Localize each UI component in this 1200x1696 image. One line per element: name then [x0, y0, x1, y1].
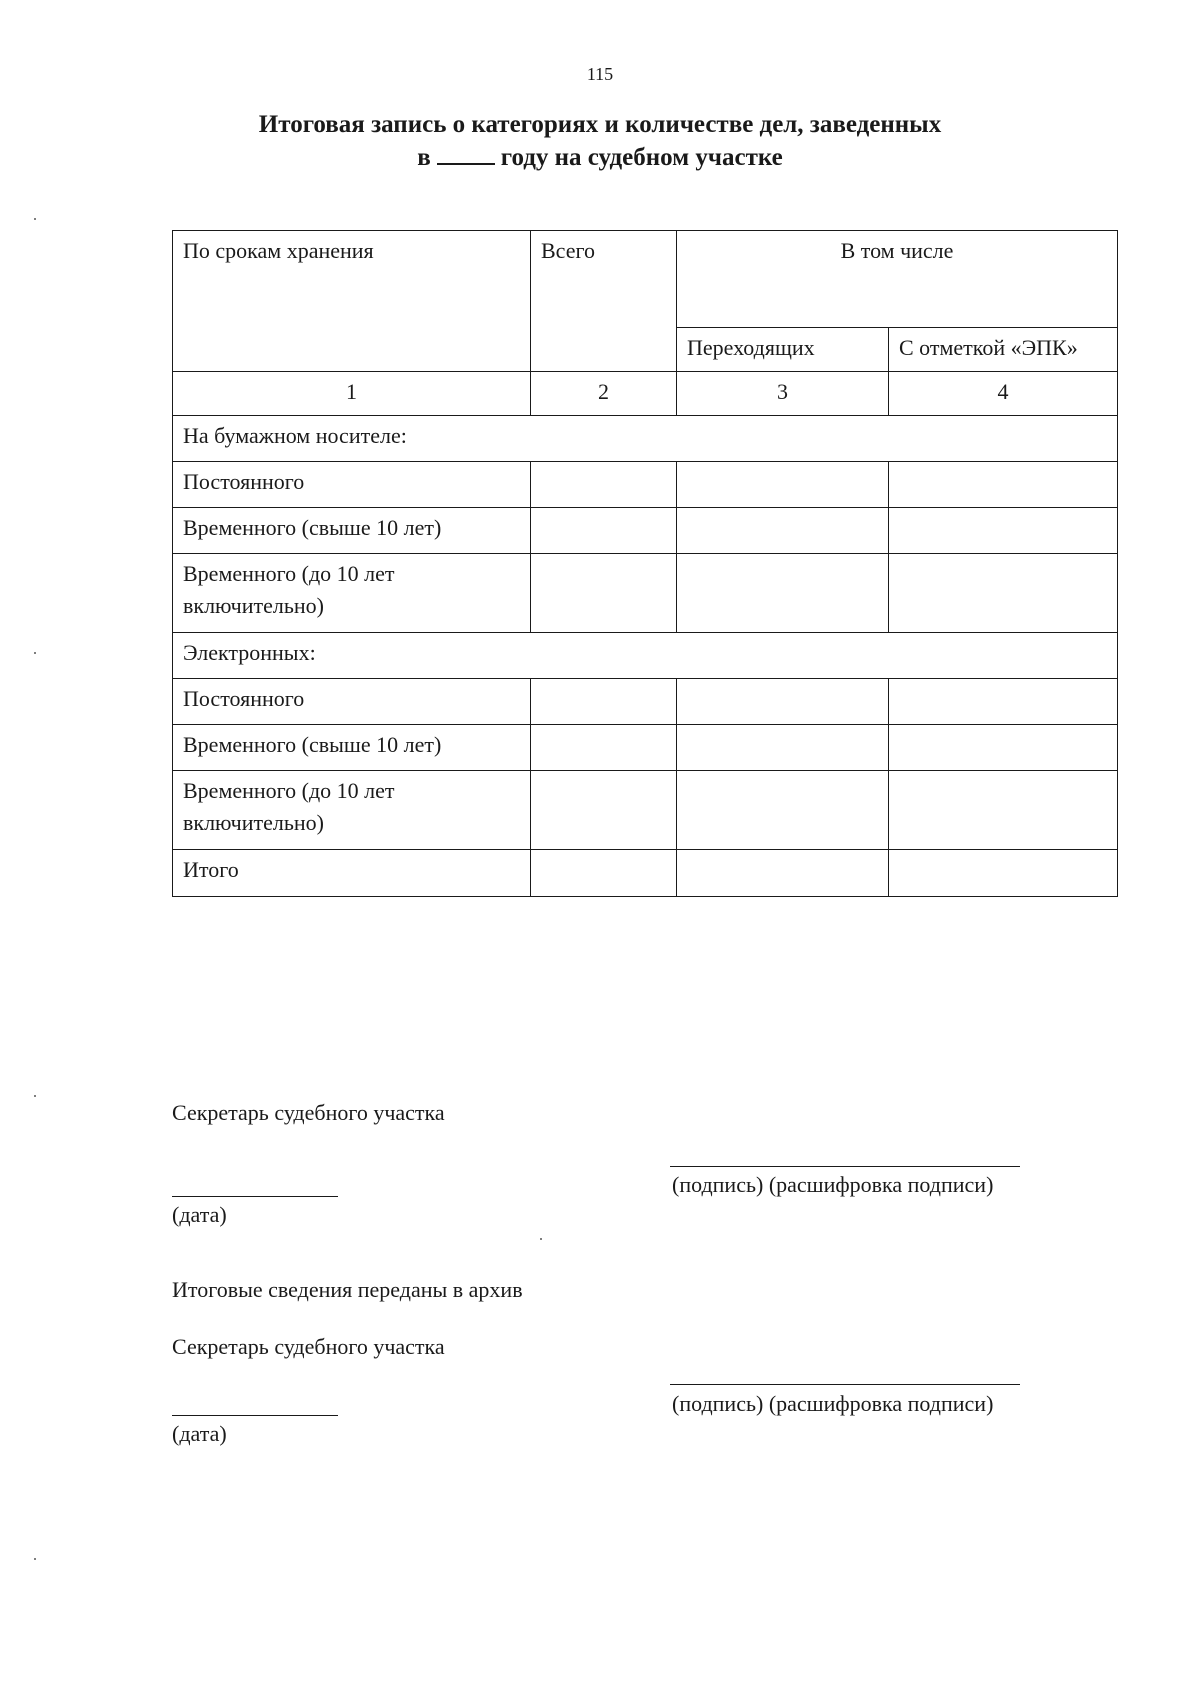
empty-cell[interactable] [889, 725, 1118, 771]
empty-cell[interactable] [531, 725, 677, 771]
column-number: 1 [173, 372, 531, 416]
empty-cell[interactable] [531, 679, 677, 725]
empty-cell[interactable] [889, 508, 1118, 554]
empty-cell[interactable] [677, 725, 889, 771]
empty-cell[interactable] [677, 679, 889, 725]
empty-cell[interactable] [531, 771, 677, 850]
column-number-row [173, 372, 1118, 416]
row-label: Временного (свыше 10 лет) [173, 508, 531, 554]
empty-cell[interactable] [531, 462, 677, 508]
empty-cell[interactable] [531, 508, 677, 554]
document-title [0, 108, 1200, 174]
empty-cell[interactable] [889, 462, 1118, 508]
empty-cell[interactable] [677, 850, 889, 897]
header-epk: С отметкой «ЭПК» [889, 328, 1118, 372]
date-line-1[interactable] [172, 1196, 338, 1197]
empty-cell[interactable] [677, 462, 889, 508]
title-line-2 [0, 141, 1200, 174]
column-number: 4 [889, 372, 1118, 416]
header-total: Всего [531, 231, 677, 372]
total-label: Итого [173, 850, 531, 897]
title-line-1: Итоговая запись о категориях и количестве дел, заведенных [258, 111, 942, 138]
section-row-paper [173, 416, 1118, 462]
secretary-label-1: Секретарь судебного участка [172, 1100, 445, 1125]
table-row [173, 508, 1118, 554]
empty-cell[interactable] [889, 554, 1118, 633]
row-label: Временного (до 10 лет включительно) [173, 771, 531, 850]
scan-speck [540, 1238, 542, 1240]
signature-line-2[interactable] [670, 1384, 1020, 1385]
table-row [173, 462, 1118, 508]
scan-speck [34, 218, 36, 220]
table-row [173, 771, 1118, 850]
column-number: 2 [531, 372, 677, 416]
table-row [173, 554, 1118, 633]
date-caption-1: (дата) [172, 1202, 227, 1227]
table-header-row [173, 231, 1118, 328]
section-electronic-label: Электронных: [173, 633, 1118, 679]
table-row [173, 725, 1118, 771]
row-label: Временного (до 10 лет включительно) [173, 554, 531, 633]
header-carryover: Переходящих [677, 328, 889, 372]
row-label: Постоянного [173, 679, 531, 725]
scan-speck [34, 652, 36, 654]
title-suffix: году на судебном участке [500, 144, 783, 171]
empty-cell[interactable] [889, 850, 1118, 897]
total-row [173, 850, 1118, 897]
empty-cell[interactable] [889, 679, 1118, 725]
column-number: 3 [677, 372, 889, 416]
empty-cell[interactable] [531, 850, 677, 897]
archive-note: Итоговые сведения переданы в архив [172, 1277, 523, 1302]
scan-speck [34, 1095, 36, 1097]
signature-line-1[interactable] [670, 1166, 1020, 1167]
date-caption-2: (дата) [172, 1421, 227, 1446]
section-paper-label: На бумажном носителе: [173, 416, 1118, 462]
empty-cell[interactable] [677, 771, 889, 850]
title-prefix: в [417, 144, 431, 171]
empty-cell[interactable] [677, 554, 889, 633]
scan-speck [34, 1558, 36, 1560]
row-label: Временного (свыше 10 лет) [173, 725, 531, 771]
header-including: В том числе [677, 231, 1118, 328]
page-number: 115 [586, 64, 614, 84]
year-blank-field[interactable] [437, 141, 495, 165]
empty-cell[interactable] [531, 554, 677, 633]
records-table [172, 230, 1118, 897]
section-row-electronic [173, 633, 1118, 679]
empty-cell[interactable] [677, 508, 889, 554]
row-label: Постоянного [173, 462, 531, 508]
header-storage-period: По срокам хранения [173, 231, 531, 372]
secretary-label-2: Секретарь судебного участка [172, 1334, 445, 1359]
signature-caption-2: (подпись) (расшифровка подписи) [672, 1391, 994, 1416]
table-row [173, 679, 1118, 725]
empty-cell[interactable] [889, 771, 1118, 850]
date-line-2[interactable] [172, 1415, 338, 1416]
signature-caption-1: (подпись) (расшифровка подписи) [672, 1172, 994, 1197]
